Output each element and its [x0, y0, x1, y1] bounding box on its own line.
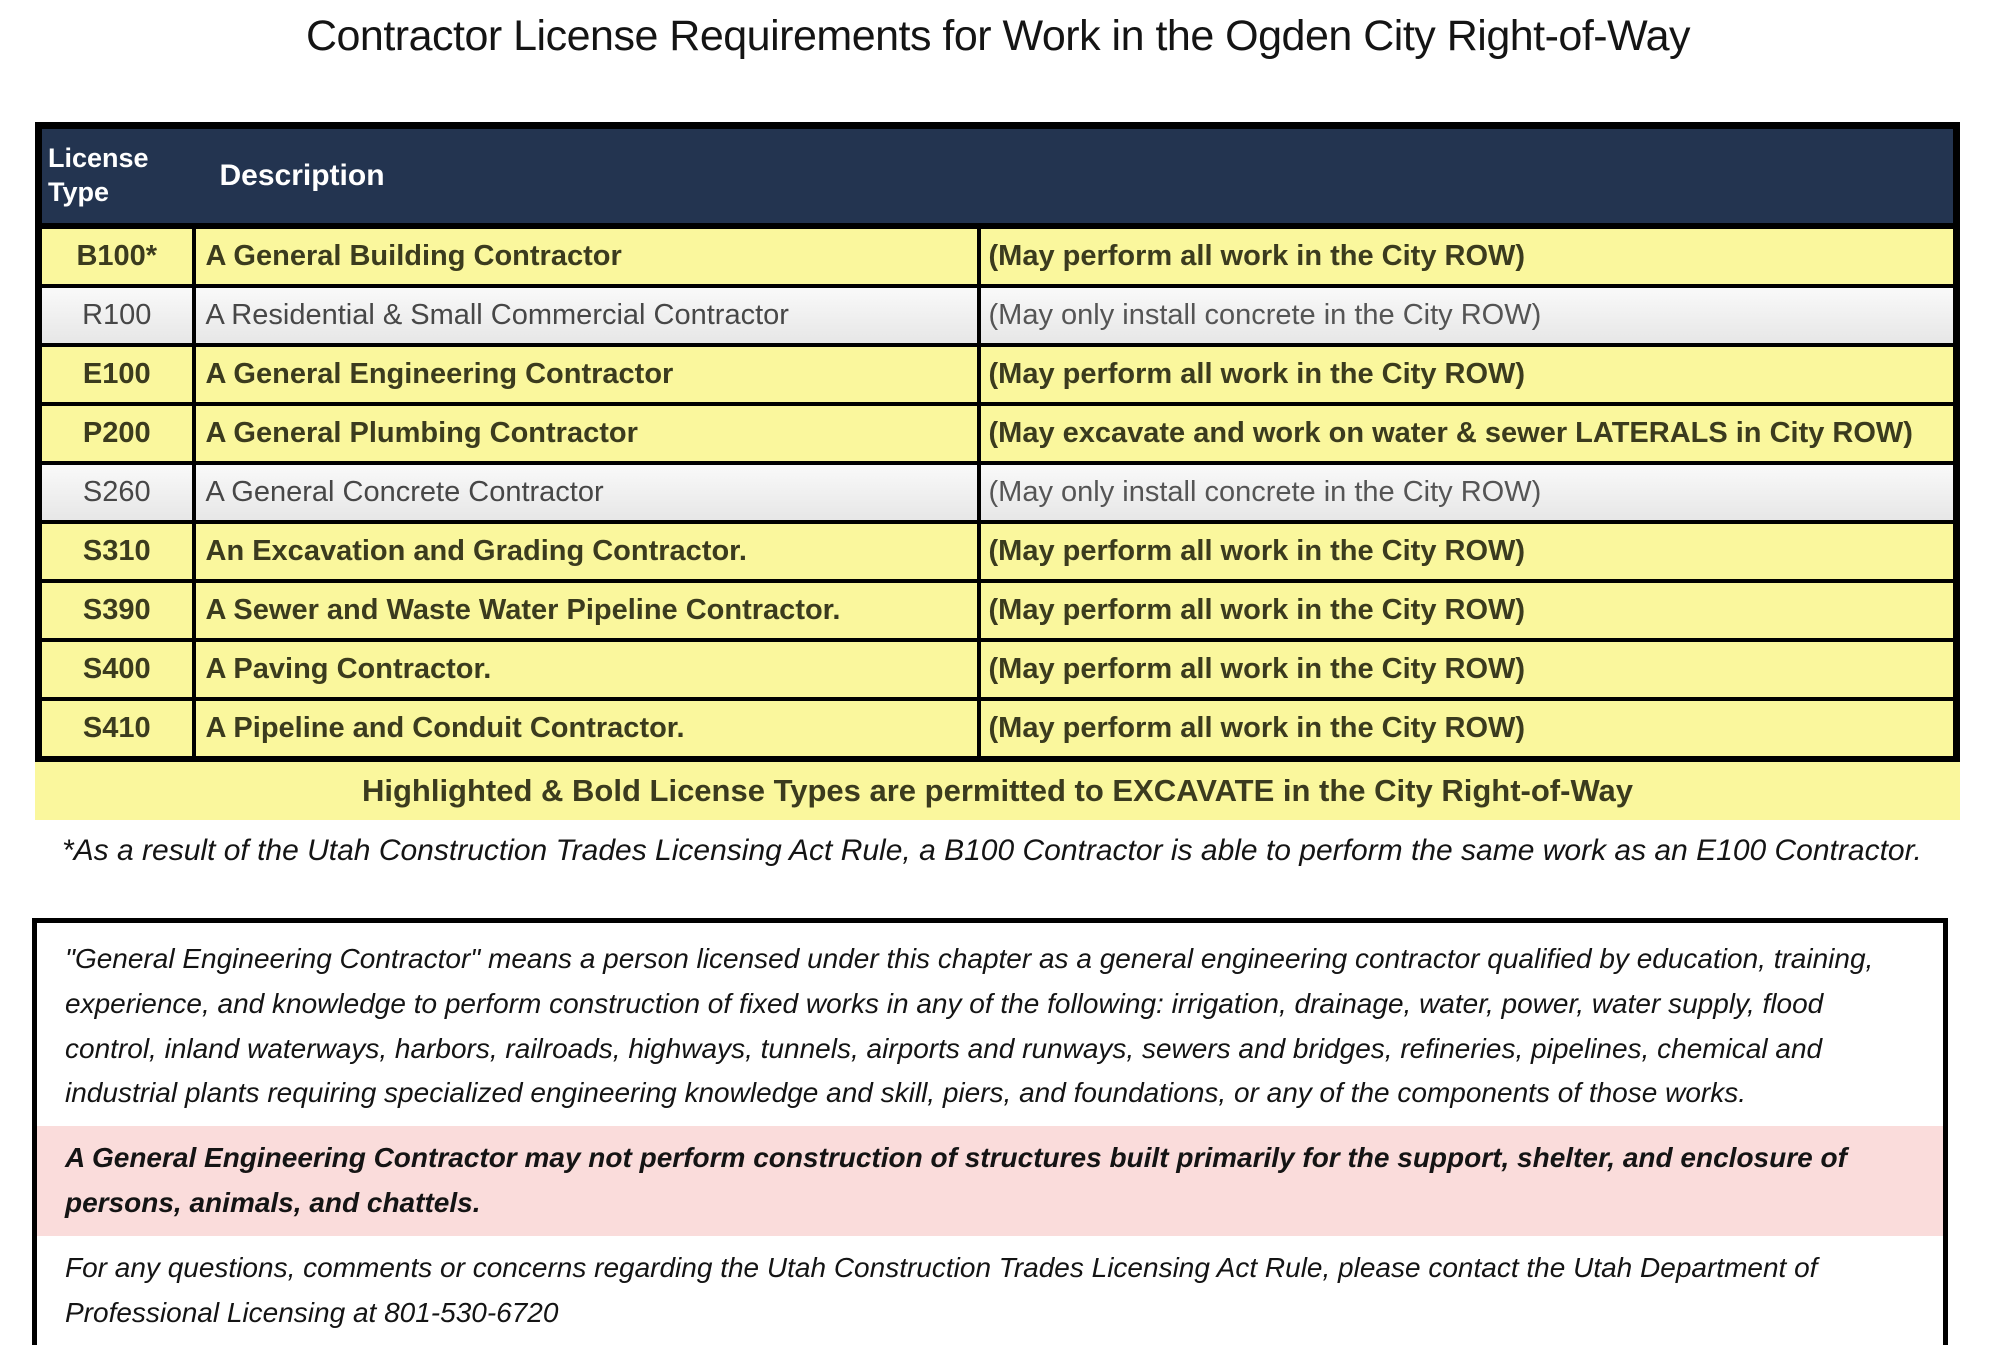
license-note: (May perform all work in the City ROW)	[979, 345, 1957, 404]
license-note: (May perform all work in the City ROW)	[979, 640, 1957, 699]
license-code: S310	[39, 522, 194, 581]
column-header-description: Description	[194, 126, 979, 227]
license-note: (May only install concrete in the City ROW)	[979, 286, 1957, 345]
license-note: (May perform all work in the City ROW)	[979, 581, 1957, 640]
license-description: An Excavation and Grading Contractor.	[194, 522, 979, 581]
license-description: A Sewer and Waste Water Pipeline Contractor.	[194, 581, 979, 640]
table-row-p200	[39, 404, 1957, 463]
license-note: (May perform all work in the City ROW)	[979, 522, 1957, 581]
table-row-s260	[39, 463, 1957, 522]
license-code: R100	[39, 286, 194, 345]
table-header-row	[39, 126, 1957, 227]
contact-paragraph: For any questions, comments or concerns regarding the Utah Construction Trades Licensing Act Rule, please contact the Utah Department of Professional Licensing at 801-530-6720	[65, 1251, 1818, 1328]
license-code: S410	[39, 699, 194, 760]
license-note: (May excavate and work on water & sewer LATERALS in City ROW)	[979, 404, 1957, 463]
column-header-notes-empty	[979, 126, 1957, 227]
license-description: A General Engineering Contractor	[194, 345, 979, 404]
table-row-s410	[39, 699, 1957, 760]
license-code: S400	[39, 640, 194, 699]
license-note: (May perform all work in the City ROW)	[979, 699, 1957, 760]
restriction-paragraph: A General Engineering Contractor may not perform construction of structures built primarily for the support, shelter, and enclosure of persons, animals, and chattels.	[37, 1126, 1943, 1236]
license-code: S260	[39, 463, 194, 522]
license-description: A General Plumbing Contractor	[194, 404, 979, 463]
license-code: P200	[39, 404, 194, 463]
license-description: A General Concrete Contractor	[194, 463, 979, 522]
table-row-s310	[39, 522, 1957, 581]
license-description: A Paving Contractor.	[194, 640, 979, 699]
license-description: A General Building Contractor	[194, 226, 979, 286]
table-row-e100	[39, 345, 1957, 404]
excavate-permission-banner	[35, 762, 1960, 820]
license-description: A Residential & Small Commercial Contractor	[194, 286, 979, 345]
table-row-s390	[39, 581, 1957, 640]
page-title: Contractor License Requirements for Work in the Ogden City Right-of-Way	[305, 12, 1691, 60]
license-code: S390	[39, 581, 194, 640]
excavate-banner-text: Highlighted & Bold License Types are permitted to EXCAVATE in the City Right-of-Way	[361, 773, 1634, 808]
table-header	[39, 126, 1957, 227]
general-engineering-info-box	[32, 918, 1948, 1345]
table-row-r100	[39, 286, 1957, 345]
table-body	[39, 226, 1957, 760]
license-note: (May only install concrete in the City ROW)	[979, 463, 1957, 522]
license-code: B100*	[39, 226, 194, 286]
b100-footnote: *As a result of the Utah Construction Trades Licensing Act Rule, a B100 Contractor is able to perform the same work as an E100 Contractor.	[62, 834, 1922, 867]
license-requirements-table	[35, 122, 1960, 763]
license-note: (May perform all work in the City ROW)	[979, 226, 1957, 286]
definition-paragraph: "General Engineering Contractor" means a person licensed under this chapter as a general engineering contractor qualified by education, training, experience, and knowledge to perform construction of fixed works in any of the following: irrigation, drainage, water, power, water supply, flood control, inland waterways, harbors, railroads, highways, tunnels, airports and runways, sewers and bridges, refineries, pipelines, chemical and industrial plants requiring specialized engineering knowledge and skill, piers, and foundations, or any of the components of those works.	[65, 943, 1874, 1109]
column-header-license-type: License Type	[39, 126, 194, 227]
table-row-b100	[39, 226, 1957, 286]
table-row-s400	[39, 640, 1957, 699]
license-description: A Pipeline and Conduit Contractor.	[194, 699, 979, 760]
license-code: E100	[39, 345, 194, 404]
